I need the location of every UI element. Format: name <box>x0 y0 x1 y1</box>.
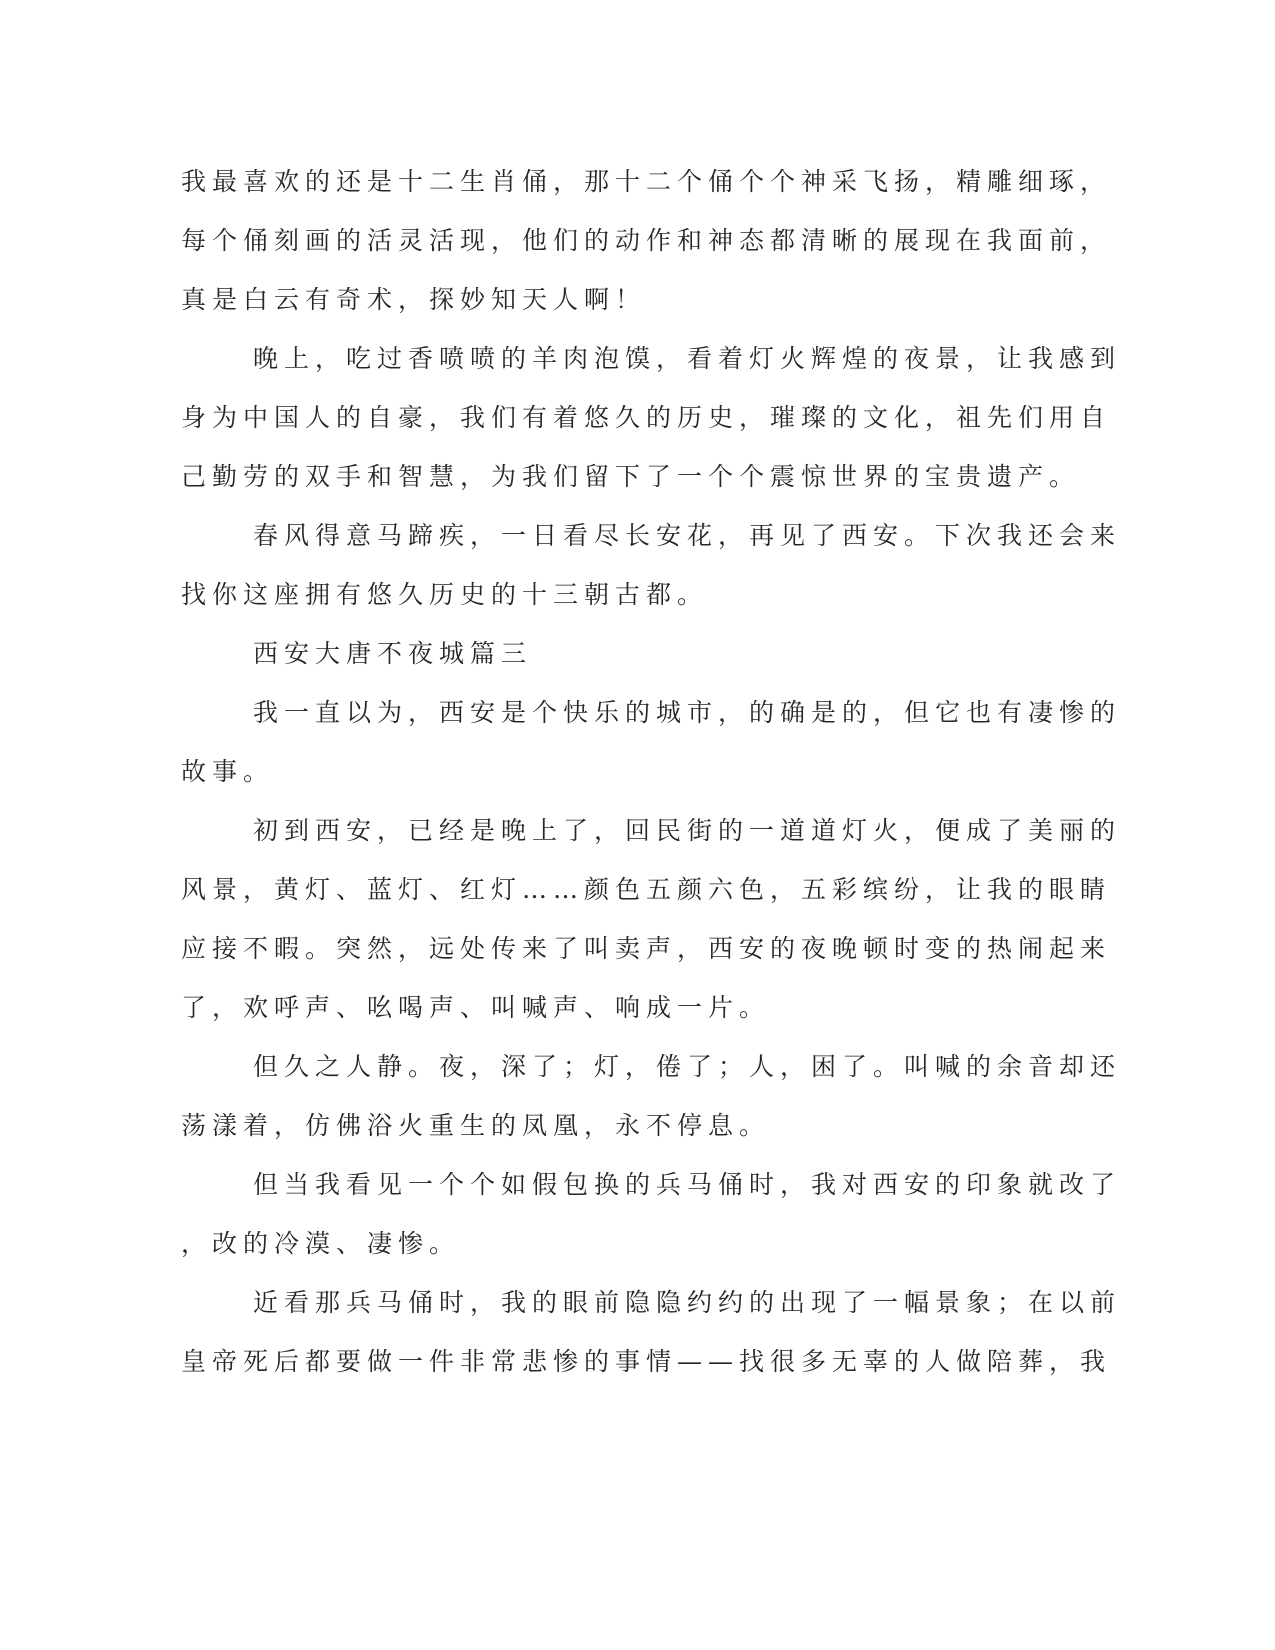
section-heading: 西安大唐不夜城篇三 <box>253 639 533 668</box>
text-line-17: 荡漾着，仿佛浴火重生的凤凰，永不停息。 <box>181 1111 771 1140</box>
text-line-7: 春风得意马蹄疾，一日看尽长安花，再见了西安。下次我还会来 <box>253 521 1122 550</box>
text-line-18: 但当我看见一个个如假包换的兵马俑时，我对西安的印象就改了 <box>253 1170 1122 1199</box>
text-line-15: 了，欢呼声、吆喝声、叫喊声、响成一片。 <box>181 993 771 1022</box>
text-line-2: 每个俑刻画的活灵活现，他们的动作和神态都清晰的展现在我面前， <box>181 226 1112 255</box>
text-line-13: 风景，黄灯、蓝灯、红灯……颜色五颜六色，五彩缤纷，让我的眼睛 <box>181 875 1112 904</box>
text-line-16: 但久之人静。夜，深了；灯，倦了；人，困了。叫喊的余音却还 <box>253 1052 1122 1081</box>
text-line-21: 皇帝死后都要做一件非常悲惨的事情——找很多无辜的人做陪葬，我 <box>181 1347 1112 1376</box>
text-line-11: 故事。 <box>181 757 275 786</box>
text-line-12: 初到西安，已经是晚上了，回民街的一道道灯火，便成了美丽的 <box>253 816 1122 845</box>
text-line-1: 我最喜欢的还是十二生肖俑，那十二个俑个个神采飞扬，精雕细琢， <box>181 167 1112 196</box>
text-line-8: 找你这座拥有悠久历史的十三朝古都。 <box>181 580 709 609</box>
text-line-10: 我一直以为，西安是个快乐的城市，的确是的，但它也有凄惨的 <box>253 698 1122 727</box>
text-line-20: 近看那兵马俑时，我的眼前隐隐约约的出现了一幅景象；在以前 <box>253 1288 1122 1317</box>
text-line-19: ，改的冷漠、凄惨。 <box>181 1229 461 1258</box>
text-line-6: 己勤劳的双手和智慧，为我们留下了一个个震惊世界的宝贵遗产。 <box>181 462 1081 491</box>
text-line-5: 身为中国人的自豪，我们有着悠久的历史，璀璨的文化，祖先们用自 <box>181 403 1112 432</box>
text-line-14: 应接不暇。突然，远处传来了叫卖声，西安的夜晚顿时变的热闹起来 <box>181 934 1112 963</box>
text-line-4: 晚上，吃过香喷喷的羊肉泡馍，看着灯火辉煌的夜景，让我感到 <box>253 344 1122 373</box>
text-line-3: 真是白云有奇术，探妙知天人啊！ <box>181 285 647 314</box>
